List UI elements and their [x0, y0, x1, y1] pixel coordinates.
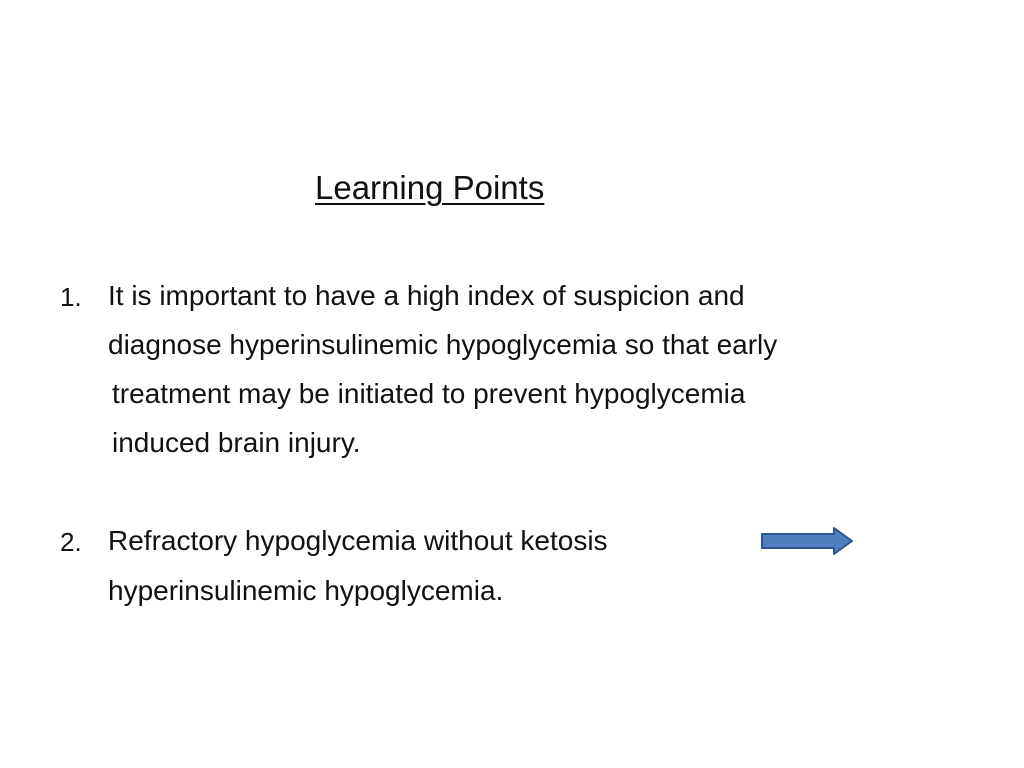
- right-arrow-icon: [760, 526, 854, 556]
- point-2-line-1: Refractory hypoglycemia without ketosis: [108, 525, 608, 556]
- point-1-line-4: induced brain injury.: [112, 427, 361, 458]
- point-2-number: 2.: [60, 527, 82, 557]
- point-1-line-1: It is important to have a high index of suspicion and: [108, 280, 745, 311]
- point-1-line-3: treatment may be initiated to prevent hypoglycemia: [112, 378, 746, 409]
- point-2-line-2: hyperinsulinemic hypoglycemia.: [108, 575, 504, 606]
- slide-title: Learning Points: [315, 169, 545, 206]
- point-1-line-2: diagnose hyperinsulinemic hypoglycemia so that early: [108, 329, 778, 360]
- point-1-number: 1.: [60, 282, 82, 312]
